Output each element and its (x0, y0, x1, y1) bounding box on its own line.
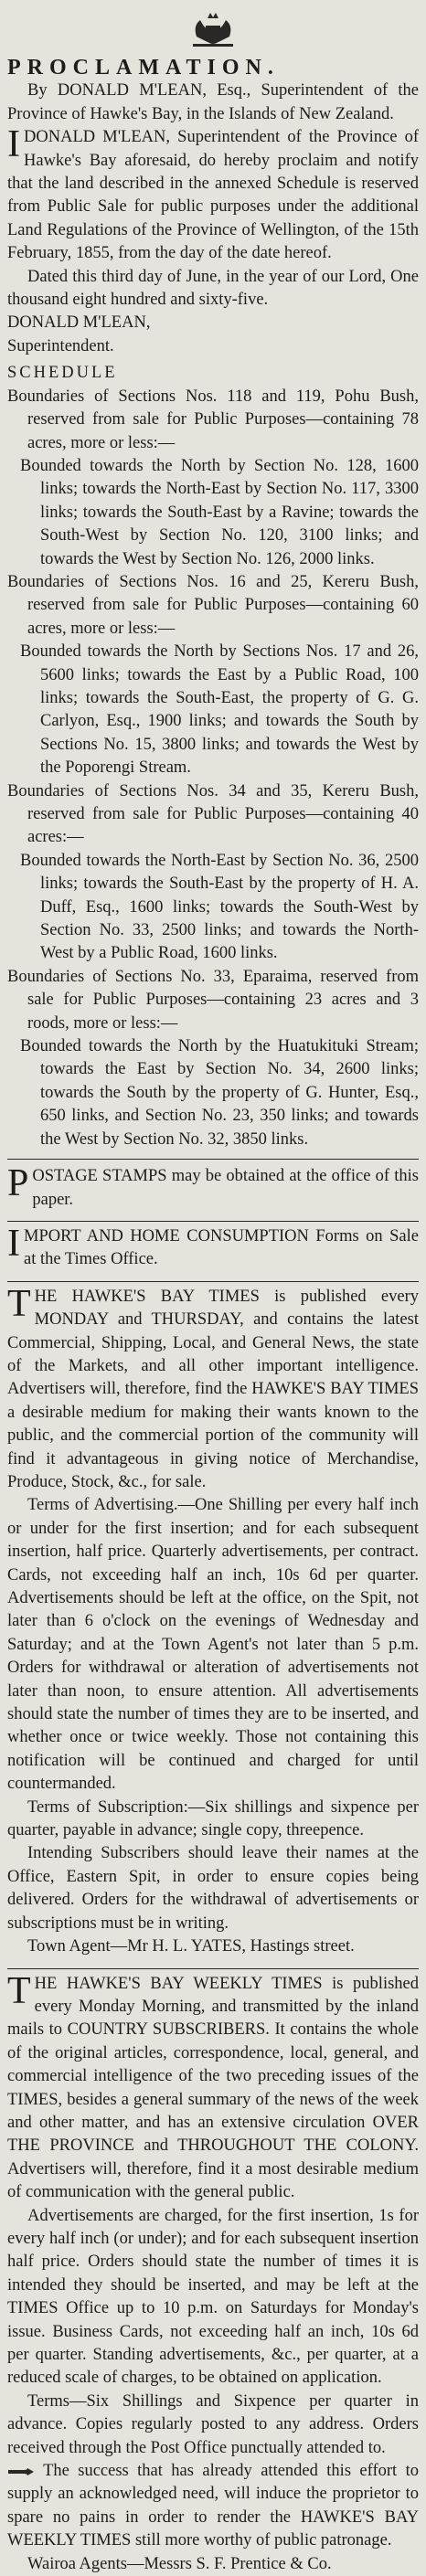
schedule-entry-3-bounds: Bounded towards the North-East by Section No. 36, 2500 links; towards the South-East by the property of H. A. Duff, Esq., 1600 links; towards the South-West by Section No. 33, 2500 links; and towards the North-West by a Public Road, 1600 links. (20, 851, 419, 963)
import-drop-cap: I (7, 1222, 20, 1265)
section-divider (7, 1221, 419, 1222)
weekly-drop-cap: T (7, 1969, 31, 2012)
times-intro (7, 1282, 419, 1495)
schedule-entry-2-bounds: Bounded towards the North by Sections Nos. 17 and 26, 5600 links; towards the East by a Public Road, 100 links; towards the South-East, the property of G. G. Carlyon, Esq., 1900 links; and towards the South by Sections No. 15, 3800 links; and towards the West by the Poporengi Stream. (20, 642, 419, 778)
weekly-intro (7, 1969, 419, 2205)
weekly-intro-text: HE HAWKE'S BAY WEEKLY TIMES is published every Monday Morning, and transmitted by the inland mails to COUNTRY SUBSCRIBERS. It contains the whole of the original articles, correspondence, local, general, and commercial intelligence of the two preceding issues of the TIMES, besides a general summary of the news of the week and other matter, and has an extensive circulation OVER THE PROVINCE and THROUGHOUT THE COLONY. Advertisers will, therefore, find it a most desirable medium of communication with the general public. (7, 1974, 419, 2202)
proclamation-body-text: DONALD M'LEAN, Superintendent of the Province of Hawke's Bay aforesaid, do hereby proclaim and notify that the land described in the annexed Schedule is reserved from Public Sale for public purposes under the additional Land Regulations of the Province of Wellington, of the 15th February, 1855, from the day of the date hereof. (7, 128, 419, 263)
schedule-entry-2-heading: Boundaries of Sections Nos. 16 and 25, Kereru Bush, reserved from sale for Public Purposes—containing 60 acres, more or less:— (7, 572, 419, 638)
times-intro-text: HE HAWKE'S BAY TIMES is published every MONDAY and THURSDAY, and contains the latest Commercial, Shipping, Local, and General News, the state of the Markets, and all other important intelligence. Advertisers will, therefore, find the HAWKE'S BAY TIMES a desirable medium for making their wants known to the public, and the commercial portion of the community will find it advantageous in giving notice of Merchandise, Produce, Stock, &c., for sale. (7, 1287, 419, 1491)
section-divider (7, 1159, 419, 1160)
section-divider (7, 1281, 419, 1282)
times-drop-cap: T (7, 1282, 31, 1325)
section-divider (7, 1968, 419, 1969)
import-text: MPORT AND HOME CONSUMPTION Forms on Sale at the Times Office. (24, 1226, 419, 1269)
schedule-entry-3-heading: Boundaries of Sections Nos. 34 and 35, Kereru Bush, reserved from sale for Public Purposes—containing 40 acres:— (7, 781, 419, 847)
weekly-subscription-terms: Terms—Six Shillings and Sixpence per quarter in advance. Copies regularly posted to any address. Orders received through the Post Office punctually attended to. (7, 2391, 419, 2457)
schedule-entry-1-bounds: Bounded towards the North by Section No. 128, 1600 links; towards the North-East by Section No. 117, 3300 links; towards the South-East by a Ravine; towards the South-West by Section No. 120, 3100 links; and towards the West by Section No. 126, 2000 links. (20, 456, 419, 568)
text-column (7, 57, 419, 2576)
proclamation-heading: PROCLAMATION. (7, 56, 280, 80)
schedule-heading: SCHEDULE (7, 364, 118, 383)
times-subscription-terms: Terms of Subscription:—Six shillings and sixpence per quarter, payable in advance; single copy, threepence. (7, 1797, 419, 1840)
proclamation-body (7, 123, 419, 265)
weekly-advertisement-terms: Advertisements are charged, for the first insertion, 1s for every half inch (or under); and for each subsequent insertion half price. Orders should state the number of times it is intended they should be inserted, and may be left at the TIMES Office up to 10 p.m. on Saturdays for Monday's issue. Business Cards, not exceeding half an inch, 10s 6d per quarter. Standing advertisements, &c., per quarter, at a reduced scale of charges, to be obtained on application. (7, 2206, 419, 2388)
signature-name: DONALD M'LEAN, (7, 313, 151, 333)
postage-notice (7, 1162, 419, 1212)
proclamation-preamble: By DONALD M'LEAN, Esq., Superintendent of the Province of Hawke's Bay, in the Islands of New Zealand. (7, 81, 419, 123)
signature-title: Superintendent. (7, 336, 114, 355)
postage-text: OSTAGE STAMPS may be obtained at the office of this paper. (32, 1167, 419, 1209)
pointing-hand-icon (7, 2465, 35, 2478)
weekly-success-note (7, 2460, 419, 2553)
proclamation-dated: Dated this third day of June, in the year of our Lord, One thousand eight hundred and sixty-five. (7, 267, 419, 310)
schedule-entry-4-heading: Boundaries of Sections No. 33, Eparaima, reserved from sale for Public Purposes—containing 23 acres and 3 roods, more or less:— (7, 967, 419, 1033)
import-notice (7, 1222, 419, 1272)
schedule-entry-4-bounds: Bounded towards the North by the Huatukituki Stream; towards the East by Section No. 34, 2600 links; towards the South by the property of G. Hunter, Esq., 650 links, and Section No. 23, 350 links; and towards the West by Section No. 32, 3850 links. (20, 1037, 419, 1149)
schedule-entry-1-heading: Boundaries of Sections Nos. 118 and 119, Pohu Bush, reserved from sale for Public Purposes—containing 78 acres, more or less:— (7, 387, 419, 452)
proclamation-drop-cap: I (7, 123, 20, 166)
wairoa-agents: Wairoa Agents—Messrs S. F. Prentice & Co. (27, 2554, 332, 2573)
times-town-agent: Town Agent—Mr H. L. YATES, Hastings street. (27, 1937, 355, 1956)
postage-drop-cap: P (7, 1162, 29, 1205)
weekly-success-text: The success that has already attended this effort to supply an acknowledged need, will induce the proprietor to spare no pains in order to render the HAWKE'S BAY WEEKLY TIMES still more worthy of public patronage. (7, 2462, 419, 2550)
royal-crest-icon (186, 9, 240, 51)
times-advertising-terms: Terms of Advertising.—One Shilling per every half inch or under for the first insertion; and for each subsequent insertion, half price. Quarterly advertisements, per contract. Cards, not exceeding half an inch, 10s 6d per quarter. Advertisements should be left at the office, on the Spit, not later than 6 o'clock on the evenings of Wednesday and Saturday; and at the Town Agent's not later than 5 p.m. Orders for withdrawal or alteration of advertisements not later than noon, to ensure attention. All advertisements should state the number of times they are to be inserted, and whether once or twice weekly. Those not containing this notification will be continued and charged for until countermanded. (7, 1496, 419, 1794)
times-intending-subscribers: Intending Subscribers should leave their names at the Office, Eastern Spit, in order to ensure copies being delivered. Orders for the withdrawal of advertisements or subscriptions must be in writing. (7, 1844, 419, 1933)
